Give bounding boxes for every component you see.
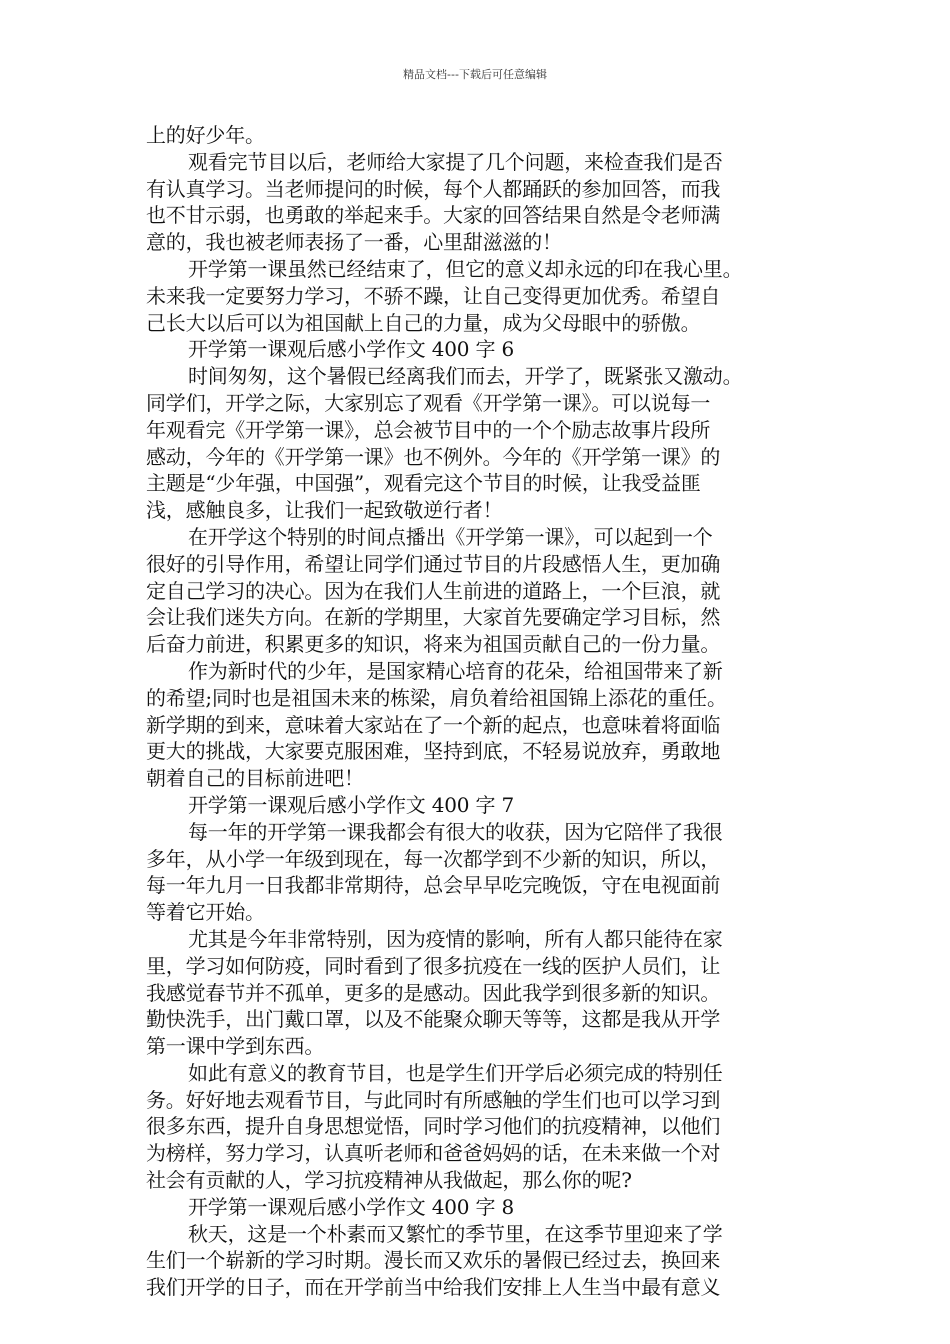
- text-line: 每一年九月一日我都非常期待，总会早早吃完晚饭，守在电视面前: [146, 873, 721, 898]
- text-line: 开学第一课观后感小学作文 400 字 7: [188, 792, 514, 817]
- text-line: 浅，感触良多，让我们一起致敬逆行者！: [146, 498, 503, 523]
- text-line: 感动，今年的《开学第一课》也不例外。今年的《开学第一课》的: [146, 444, 721, 469]
- text-line: 观看完节目以后，老师给大家提了几个问题，来检查我们是否: [188, 149, 723, 174]
- text-line: 上的好少年。: [146, 123, 265, 147]
- text-line: 时间匆匆，这个暑假已经离我们而去，开学了，既紧张又激动。: [188, 364, 743, 389]
- text-line: 也不甘示弱，也勇敢的举起来手。大家的回答结果自然是令老师满: [146, 203, 721, 228]
- text-line: 更大的挑战，大家要克服困难，坚持到底，不轻易说放弃，勇敢地: [146, 739, 721, 764]
- text-line: 作为新时代的少年，是国家精心培育的花朵，给祖国带来了新: [188, 658, 723, 683]
- text-line: 社会有贡献的人，学习抗疫精神从我做起，那么你的呢?: [146, 1168, 632, 1193]
- text-line: 会让我们迷失方向。在新的学期里，大家首先要确定学习目标，然: [146, 605, 721, 630]
- text-line: 很好的引导作用，希望让同学们通过节目的片段感悟人生，更加确: [146, 551, 721, 576]
- text-line: 己长大以后可以为祖国献上自己的力量，成为父母眼中的骄傲。: [146, 310, 701, 335]
- text-line: 后奋力前进，积累更多的知识，将来为祖国贡献自己的一份力量。: [146, 632, 721, 657]
- text-line: 朝着自己的目标前进吧！: [146, 766, 364, 791]
- text-line: 定自己学习的决心。因为在我们人生前进的道路上，一个巨浪，就: [146, 578, 721, 603]
- text-line: 年观看完《开学第一课》，总会被节目中的一个个励志故事片段所: [146, 417, 711, 442]
- text-line: 我感觉春节并不孤单，更多的是感动。因此我学到很多新的知识。: [146, 980, 721, 1005]
- text-line: 多年，从小学一年级到现在，每一次都学到不少新的知识，所以，: [146, 846, 721, 871]
- text-line: 里，学习如何防疫，同时看到了很多抗疫在一线的医护人员们，让: [146, 953, 721, 978]
- text-line: 的希望;同时也是祖国未来的栋梁，肩负着给祖国锦上添花的重任。: [146, 685, 727, 710]
- text-line: 生们一个崭新的学习时期。漫长而又欢乐的暑假已经过去，换回来: [146, 1248, 721, 1273]
- text-line: 主题是“少年强，中国强”，观看完这个节目的时候，让我受益匪: [146, 471, 701, 496]
- text-line: 意的，我也被老师表扬了一番，心里甜滋滋的！: [146, 230, 562, 255]
- document-body: [146, 122, 814, 1301]
- text-line: 未来我一定要努力学习，不骄不躁，让自己变得更加优秀。希望自: [146, 283, 721, 308]
- text-line: 很多东西，提升自身思想觉悟，同时学习他们的抗疫精神，以他们: [146, 1114, 721, 1139]
- text-line: 务。好好地去观看节目，与此同时有所感触的学生们也可以学习到: [146, 1087, 721, 1112]
- text-line: 尤其是今年非常特别，因为疫情的影响，所有人都只能待在家: [188, 926, 723, 951]
- text-line: 秋天，这是一个朴素而又繁忙的季节里，在这季节里迎来了学: [188, 1221, 723, 1246]
- text-line: 有认真学习。当老师提问的时候，每个人都踊跃的参加回答，而我: [146, 176, 721, 201]
- text-line: 开学第一课虽然已经结束了，但它的意义却永远的印在我心里。: [188, 256, 743, 281]
- text-line: 同学们，开学之际，大家别忘了观看《开学第一课》。可以说每一: [146, 390, 711, 415]
- text-line: 为榜样，努力学习，认真听老师和爸爸妈妈的话，在未来做一个对: [146, 1141, 721, 1166]
- text-line: 如此有意义的教育节目，也是学生们开学后必须完成的特别任: [188, 1060, 723, 1085]
- page-header: 精品文档---下载后可任意编辑: [403, 68, 547, 81]
- text-line: 勤快洗手，出门戴口罩，以及不能聚众聊天等等，这都是我从开学: [146, 1007, 721, 1032]
- text-line: 新学期的到来，意味着大家站在了一个新的起点，也意味着将面临: [146, 712, 721, 737]
- text-line: 我们开学的日子，而在开学前当中给我们安排上人生当中最有意义: [146, 1275, 721, 1300]
- text-line: 在开学这个特别的时间点播出《开学第一课》，可以起到一个: [188, 524, 713, 549]
- text-line: 开学第一课观后感小学作文 400 字 6: [188, 337, 514, 362]
- text-line: 第一课中学到东西。: [146, 1034, 325, 1059]
- text-line: 开学第一课观后感小学作文 400 字 8: [188, 1194, 514, 1219]
- text-line: 每一年的开学第一课我都会有很大的收获，因为它陪伴了我很: [188, 819, 723, 844]
- text-line: 等着它开始。: [146, 900, 265, 925]
